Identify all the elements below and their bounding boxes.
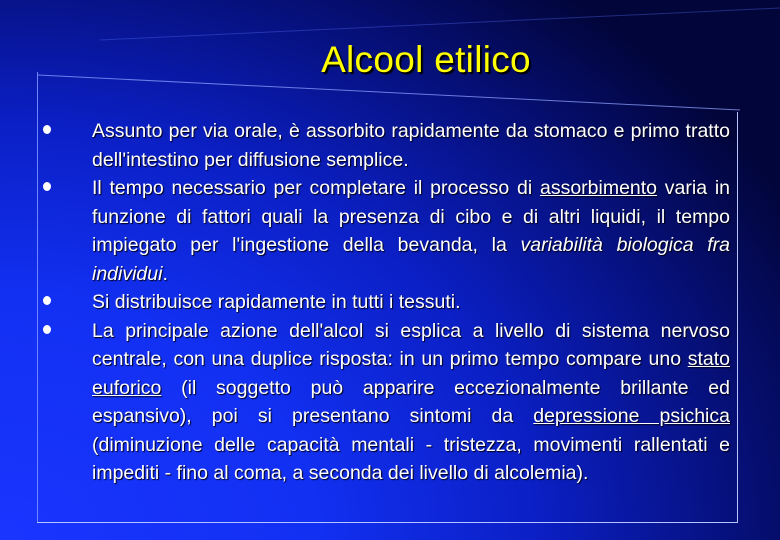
bullet-text: [92, 288, 730, 317]
text-segment: assorbimento: [539, 177, 658, 199]
bullet-text: [92, 317, 730, 488]
bullet-item: [40, 288, 730, 317]
text-segment: .: [162, 262, 168, 285]
slide-title: Alcool etilico: [321, 39, 531, 80]
text-segment: Il tempo necessario per completare il processo di: [92, 177, 540, 199]
text-segment: variabilità biologica fra individui: [92, 234, 730, 285]
text-segment: Assunto per via orale, è assorbito rapidamente da stomaco e primo tratto dell'intestino per diffusione semplice.: [92, 120, 730, 171]
bullet-item: [40, 317, 730, 488]
bullet-item: [40, 174, 730, 288]
bullet-item: [40, 117, 730, 174]
disc-bullet-icon: [43, 325, 51, 334]
text-segment: (il soggetto può apparire eccezionalmente brillante ed espansivo), poi si presentano sintomi da: [92, 376, 730, 427]
text-segment: La principale azione dell'alcol si esplica a livello di sistema nervoso centrale, con una duplice risposta: in un primo tempo compare uno: [92, 319, 730, 370]
text-segment: Si distribuisce rapidamente in tutti i tessuti.: [92, 291, 461, 313]
bottom-frame-line: [37, 522, 738, 523]
right-frame-line: [737, 112, 738, 522]
disc-bullet-icon: [43, 125, 51, 134]
bullet-list: [40, 117, 730, 488]
text-segment: varia in funzione di fattori quali la presenza di cibo e di altri liquidi, il tempo impiegato per l'ingestione della bevanda, la: [92, 177, 731, 256]
text-segment: (diminuzione delle capacità mentali - tristezza, movimenti rallentati e impediti - fino al coma, a seconda dei livello di alcolemia).: [92, 433, 730, 484]
disc-bullet-icon: [43, 296, 51, 305]
bullet-text: [92, 117, 730, 174]
text-segment: depressione psichica: [533, 405, 730, 427]
text-segment: stato euforico: [92, 348, 730, 399]
disc-bullet-icon: [43, 182, 51, 191]
bullet-text: [92, 174, 730, 288]
left-accent-line: [37, 72, 38, 522]
